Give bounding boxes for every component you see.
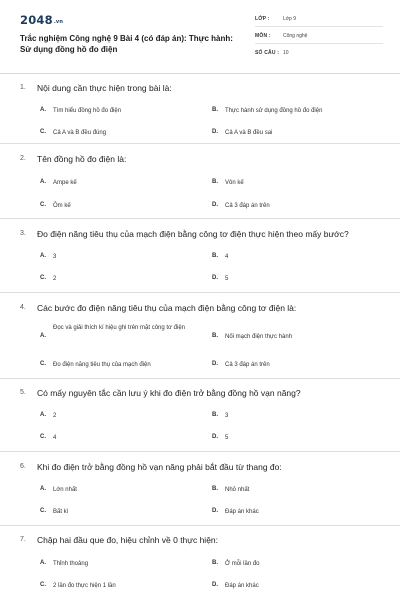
option-text: 2 [53, 276, 57, 282]
divider [0, 378, 400, 379]
quiz-meta [255, 13, 383, 64]
option-text: Cả A và B đều đúng [53, 130, 107, 136]
meta-value: Công nghệ [283, 33, 308, 39]
option-letter: B. [212, 107, 218, 113]
option-text: Nối mạch điện thực hành [225, 334, 293, 340]
site-logo[interactable] [20, 13, 63, 27]
divider [0, 143, 400, 144]
option-letter: A. [40, 179, 46, 185]
question-number: 5. [20, 389, 26, 396]
divider [0, 451, 400, 452]
option-text: Ở mỗi lần đo [225, 561, 260, 567]
option-text: Đọc và giải thích kí hiệu ghi trên mặt công tơ điện [53, 325, 186, 331]
option-text: Tìm hiểu đồng hồ đo điện [53, 108, 122, 114]
question-text: Tên đồng hồ đo điện là: [37, 154, 127, 164]
meta-value: Lớp 9 [283, 16, 297, 22]
option-letter: B. [212, 486, 218, 492]
option-text: 3 [53, 254, 57, 260]
option-text: 5 [225, 435, 229, 441]
option-text: 4 [53, 435, 57, 441]
option-text: Ôm kế [53, 203, 71, 209]
option-text: 5 [225, 276, 229, 282]
option-letter: A. [40, 333, 46, 339]
option-text: 2 [53, 413, 57, 419]
option-text: Cả A và B đều sai [225, 130, 273, 136]
option-letter: A. [40, 486, 46, 492]
divider [0, 525, 400, 526]
question-number: 4. [20, 304, 26, 311]
option-letter: B. [212, 333, 218, 339]
option-text: Đáp án khác [225, 583, 259, 589]
option-letter: D. [212, 202, 218, 208]
option-text: Vôn kế [225, 180, 244, 186]
option-letter: B. [212, 253, 218, 259]
question-text: Đo điện năng tiêu thụ của mạch điện bằng công tơ điện thực hiện theo mấy bước? [37, 229, 349, 239]
option-letter: C. [40, 508, 46, 514]
question-text: Các bước đo điện năng tiêu thụ của mạch điện bằng công tơ điện là: [37, 303, 297, 313]
option-text: 4 [225, 254, 229, 260]
option-letter: A. [40, 560, 46, 566]
option-letter: D. [212, 361, 218, 367]
option-letter: A. [40, 412, 46, 418]
document-title: Trắc nghiệm Công nghệ 9 Bài 4 (có đáp án): Thực hành: Sử dụng đồng hồ đo điện [20, 34, 233, 54]
question-number: 7. [20, 536, 26, 543]
option-letter: D. [212, 582, 218, 588]
meta-row-count [255, 47, 383, 61]
option-letter: A. [40, 253, 46, 259]
option-text: Thực hành sử dụng đồng hồ đo điện [225, 108, 323, 114]
question-number: 1. [20, 84, 26, 91]
option-letter: C. [40, 434, 46, 440]
logo-main: 2048 [20, 13, 53, 27]
option-text: Lớn nhất [53, 487, 77, 493]
option-text: 3 [225, 413, 229, 419]
question-text: Nội dung cần thực hiện trong bài là: [37, 83, 172, 93]
option-text: 2 lần đo thực hiện 1 lần [53, 583, 116, 589]
option-text: Ampe kế [53, 180, 77, 186]
question-text: Khi đo điện trở bằng đồng hồ vạn năng phải bắt đầu từ thang đo: [37, 462, 282, 472]
option-text: Thỉnh thoảng [53, 561, 89, 567]
option-text: Cả 3 đáp án trên [225, 203, 270, 209]
option-letter: D. [212, 129, 218, 135]
divider [0, 218, 400, 219]
logo-suffix: .vn [53, 19, 64, 25]
option-text: Đáp án khác [225, 509, 259, 515]
option-letter: C. [40, 202, 46, 208]
meta-row-grade [255, 13, 383, 27]
option-letter: D. [212, 434, 218, 440]
option-letter: B. [212, 560, 218, 566]
meta-label: LỚP : [255, 16, 270, 22]
option-text: Bất kì [53, 509, 69, 515]
page-header [0, 0, 400, 74]
option-letter: D. [212, 275, 218, 281]
option-letter: C. [40, 361, 46, 367]
question-number: 6. [20, 463, 26, 470]
option-letter: C. [40, 275, 46, 281]
meta-label: MÔN : [255, 33, 271, 39]
option-text: Đo điện năng tiêu thụ của mạch điện [53, 362, 151, 368]
option-text: Nhỏ nhất [225, 487, 250, 493]
option-letter: B. [212, 412, 218, 418]
option-letter: C. [40, 582, 46, 588]
option-letter: D. [212, 508, 218, 514]
option-letter: B. [212, 179, 218, 185]
meta-row-subject [255, 30, 383, 44]
option-letter: A. [40, 107, 46, 113]
divider [0, 292, 400, 293]
meta-value: 10 [283, 50, 289, 56]
question-text: Có mấy nguyên tắc cần lưu ý khi đo điện trở bằng đồng hồ vạn năng? [37, 388, 301, 398]
question-number: 2. [20, 155, 26, 162]
meta-label: SỐ CÂU : [255, 50, 280, 56]
question-text: Chập hai đầu que đo, hiệu chỉnh về 0 thực hiện: [37, 535, 219, 545]
option-letter: C. [40, 129, 46, 135]
option-text: Cả 3 đáp án trên [225, 362, 270, 368]
question-number: 3. [20, 230, 26, 237]
